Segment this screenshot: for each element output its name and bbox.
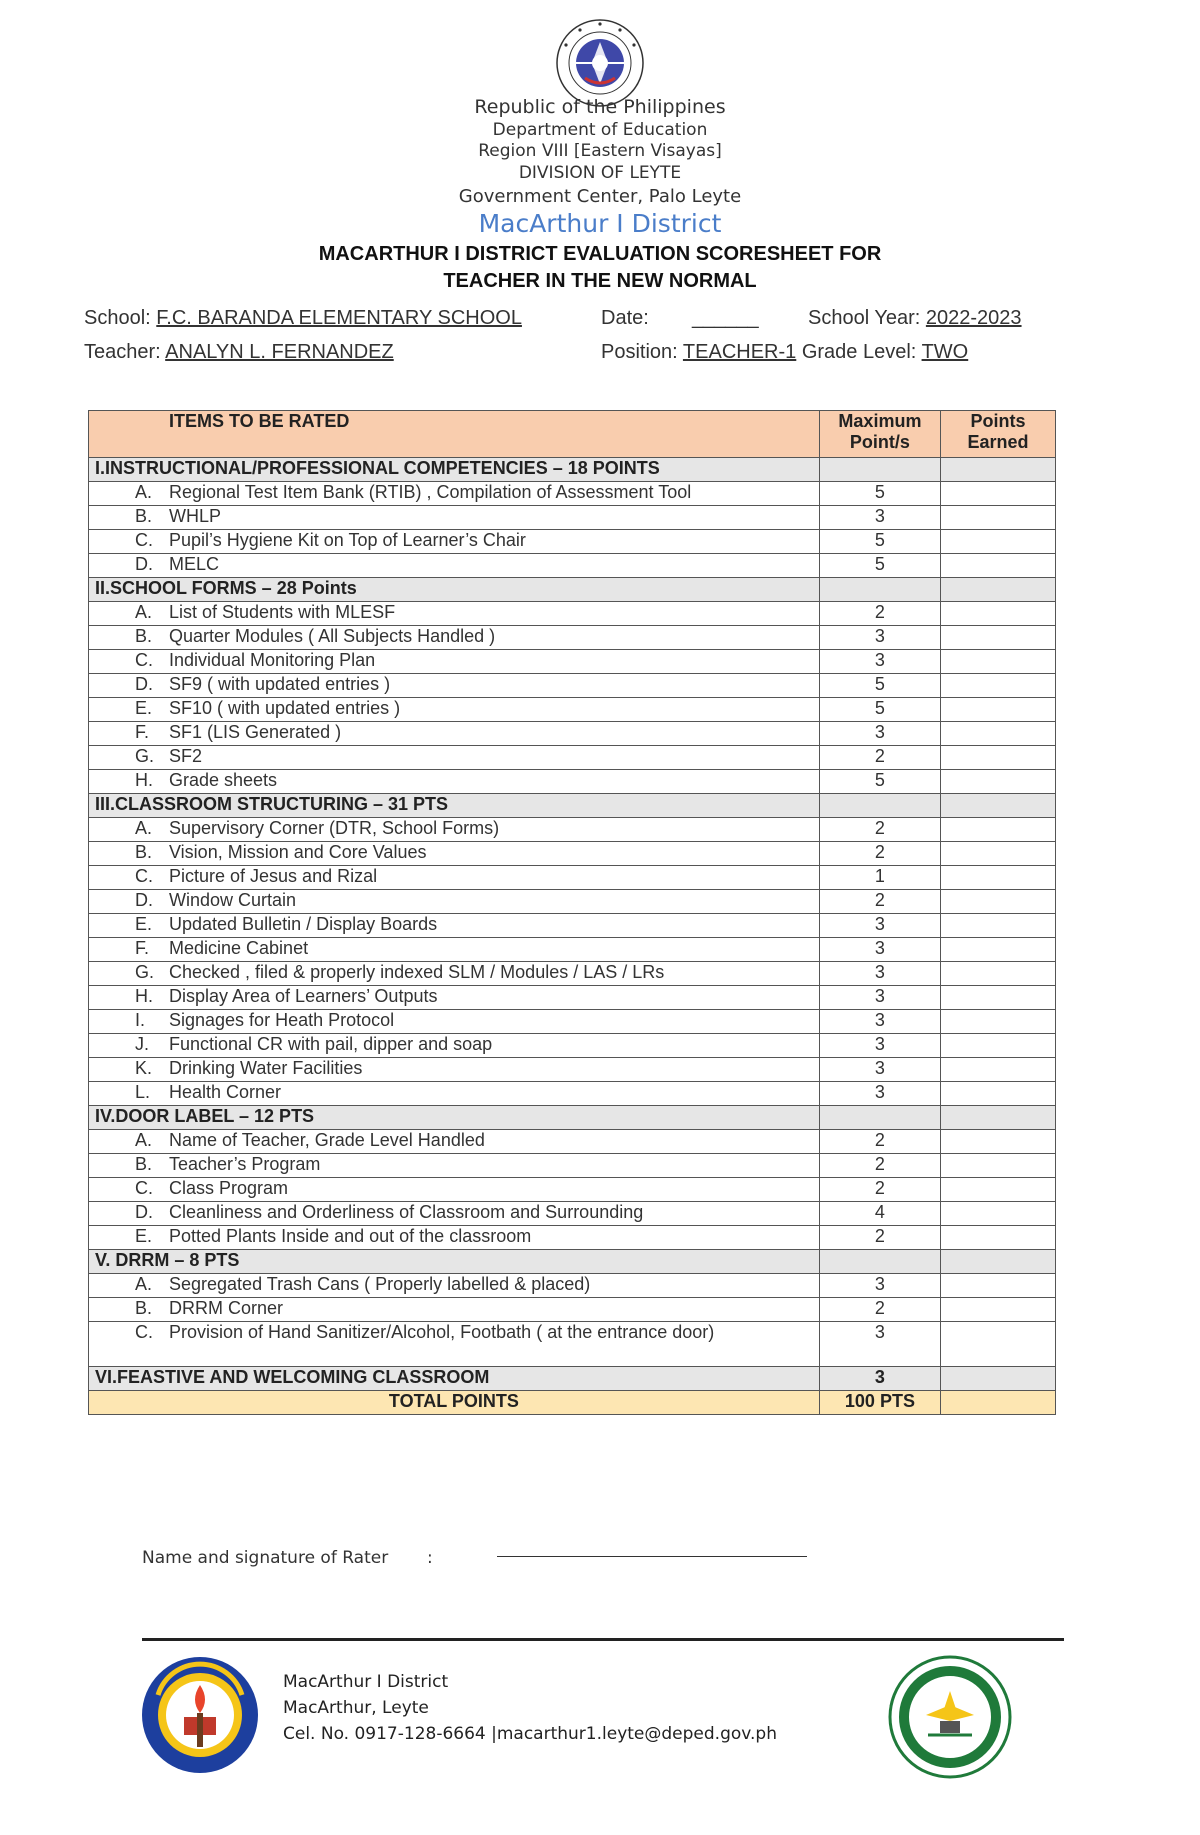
document-title-line1: MACARTHUR I DISTRICT EVALUATION SCORESHEET FOR: [318, 243, 882, 265]
item-text: Display Area of Learners’ Outputs: [169, 986, 438, 1006]
points-earned-cell[interactable]: [941, 458, 1056, 482]
item-text: Quarter Modules ( All Subjects Handled ): [169, 626, 496, 646]
grade-value: TWO: [921, 341, 969, 363]
points-earned-cell[interactable]: [941, 890, 1056, 914]
points-earned-cell[interactable]: [941, 554, 1056, 578]
item-cell: [89, 1274, 820, 1298]
item-cell: [89, 1058, 820, 1082]
position-field: [601, 341, 968, 364]
item-cell: [89, 530, 820, 554]
school-value: F.C. BARANDA ELEMENTARY SCHOOL: [156, 307, 522, 329]
item-cell: [89, 1202, 820, 1226]
item-text: SF9 ( with updated entries ): [169, 674, 391, 694]
item-text: Regional Test Item Bank (RTIB) , Compilation of Assessment Tool: [169, 482, 692, 502]
table-row: [89, 746, 1056, 770]
item-letter: L.: [135, 1082, 151, 1102]
item-letter: B.: [135, 842, 153, 862]
item-cell: [89, 698, 820, 722]
points-earned-cell[interactable]: [941, 914, 1056, 938]
max-points-cell: 3: [819, 1010, 940, 1034]
item-text: Individual Monitoring Plan: [169, 650, 376, 670]
max-points-cell: [819, 458, 940, 482]
total-label: TOTAL POINTS: [89, 1391, 820, 1415]
table-row: [89, 530, 1056, 554]
item-cell: [89, 1034, 820, 1058]
item-cell: [89, 770, 820, 794]
item-text: Pupil’s Hygiene Kit on Top of Learner’s Chair: [169, 530, 526, 550]
item-text: Checked , filed & properly indexed SLM / Modules / LAS / LRs: [169, 962, 665, 982]
table-row: [89, 722, 1056, 746]
position-label: Position:: [601, 341, 678, 363]
item-text: Picture of Jesus and Rizal: [169, 866, 378, 886]
item-letter: E.: [135, 698, 153, 718]
table-row: [89, 962, 1056, 986]
department-heading: Department of Education: [492, 120, 708, 140]
document-title-line2: TEACHER IN THE NEW NORMAL: [443, 270, 757, 292]
item-cell: [89, 938, 820, 962]
item-letter: A.: [135, 1130, 153, 1150]
table-row: [89, 698, 1056, 722]
macarthur-district-logo: [140, 1655, 260, 1775]
max-points-cell: 3: [819, 506, 940, 530]
points-earned-cell[interactable]: [941, 1058, 1056, 1082]
points-earned-cell[interactable]: [941, 794, 1056, 818]
footer-contact: Cel. No. 0917-128-6664 |macarthur1.leyte@deped.gov.ph: [283, 1724, 777, 1744]
item-letter: C.: [135, 650, 153, 670]
section-title: II.SCHOOL FORMS – 28 Points: [89, 578, 820, 602]
points-earned-cell[interactable]: [941, 1274, 1056, 1298]
item-letter: D.: [135, 890, 153, 910]
item-letter: D.: [135, 1202, 153, 1222]
points-earned-cell[interactable]: [941, 818, 1056, 842]
item-cell: [89, 962, 820, 986]
item-cell: [89, 1130, 820, 1154]
max-points-cell: 1: [819, 866, 940, 890]
section-row: [89, 578, 1056, 602]
section-title: III.CLASSROOM STRUCTURING – 31 PTS: [89, 794, 820, 818]
max-points-cell: 2: [819, 1298, 940, 1322]
table-row: [89, 554, 1056, 578]
max-points-cell: 3: [819, 986, 940, 1010]
item-letter: F.: [135, 938, 150, 958]
item-letter: I.: [135, 1010, 146, 1030]
item-letter: C.: [135, 866, 153, 886]
points-earned-cell[interactable]: [941, 698, 1056, 722]
rater-signature-line: [497, 1556, 807, 1557]
item-cell: [89, 626, 820, 650]
table-row: [89, 1034, 1056, 1058]
rater-label: Name and signature of Rater: [142, 1548, 389, 1568]
col-header-earned-line2: Earned: [967, 432, 1029, 452]
total-max-points: 100 PTS: [819, 1391, 940, 1415]
points-earned-cell[interactable]: [941, 866, 1056, 890]
max-points-cell: 2: [819, 890, 940, 914]
points-earned-cell[interactable]: [941, 674, 1056, 698]
table-row: [89, 626, 1056, 650]
item-text: WHLP: [169, 506, 222, 526]
table-row: [89, 1226, 1056, 1250]
item-cell: [89, 554, 820, 578]
table-row: [89, 1322, 1056, 1367]
item-cell: [89, 842, 820, 866]
max-points-cell: 3: [819, 1058, 940, 1082]
footer-address: MacArthur, Leyte: [283, 1698, 429, 1718]
grade-label: Grade Level:: [801, 341, 917, 363]
item-text: DRRM Corner: [169, 1298, 284, 1318]
table-row: [89, 1178, 1056, 1202]
table-row: [89, 1130, 1056, 1154]
points-earned-cell[interactable]: [941, 746, 1056, 770]
item-cell: [89, 1154, 820, 1178]
points-earned-cell[interactable]: [941, 482, 1056, 506]
max-points-cell: 2: [819, 1130, 940, 1154]
table-row: [89, 866, 1056, 890]
item-letter: B.: [135, 1298, 153, 1318]
table-row: [89, 650, 1056, 674]
table-row: [89, 602, 1056, 626]
table-row: [89, 506, 1056, 530]
max-points-cell: 2: [819, 818, 940, 842]
item-text: Supervisory Corner (DTR, School Forms): [169, 818, 500, 838]
item-cell: [89, 1178, 820, 1202]
max-points-cell: 3: [819, 1322, 940, 1367]
section-row: [89, 794, 1056, 818]
item-text: Drinking Water Facilities: [169, 1058, 363, 1078]
col-header-max-line1: Maximum: [838, 411, 922, 431]
item-text: List of Students with MLESF: [169, 602, 396, 622]
max-points-cell: 3: [819, 1082, 940, 1106]
col-header-earned: [941, 411, 1056, 458]
item-letter: H.: [135, 986, 153, 1006]
section-row: [89, 458, 1056, 482]
table-row: [89, 986, 1056, 1010]
item-letter: B.: [135, 506, 153, 526]
section-row: [89, 1106, 1056, 1130]
table-row: [89, 842, 1056, 866]
school-year-label: School Year:: [808, 307, 921, 329]
max-points-cell: 3: [819, 1274, 940, 1298]
division-heading: DIVISION OF LEYTE: [518, 163, 682, 183]
table-row: [89, 1202, 1056, 1226]
item-letter: G.: [135, 746, 155, 766]
max-points-cell: 3: [819, 626, 940, 650]
table-row: [89, 818, 1056, 842]
col-header-max: [819, 411, 940, 458]
table-row: [89, 770, 1056, 794]
points-earned-cell[interactable]: [941, 1130, 1056, 1154]
government-center-heading: Government Center, Palo Leyte: [458, 186, 742, 207]
max-points-cell: 5: [819, 674, 940, 698]
date-field: [601, 307, 759, 330]
teacher-field: [84, 341, 394, 364]
position-value: TEACHER-1: [682, 341, 797, 363]
item-letter: D.: [135, 674, 153, 694]
section-row: [89, 1250, 1056, 1274]
table-row: [89, 482, 1056, 506]
item-letter: B.: [135, 1154, 153, 1174]
table-row: [89, 1298, 1056, 1322]
item-cell: [89, 674, 820, 698]
col-header-earned-line1: Points: [970, 411, 1026, 431]
col-header-max-line2: Point/s: [849, 432, 910, 452]
points-earned-cell[interactable]: [941, 1082, 1056, 1106]
points-earned-cell[interactable]: [941, 1250, 1056, 1274]
points-earned-cell[interactable]: [941, 1322, 1056, 1367]
max-points-cell: 3: [819, 650, 940, 674]
item-letter: A.: [135, 818, 153, 838]
points-earned-cell[interactable]: [941, 506, 1056, 530]
points-earned-cell[interactable]: [941, 962, 1056, 986]
region-heading: Region VIII [Eastern Visayas]: [478, 141, 722, 161]
table-row: [89, 914, 1056, 938]
points-earned-cell[interactable]: [941, 938, 1056, 962]
item-text: Grade sheets: [169, 770, 278, 790]
section-title: V. DRRM – 8 PTS: [89, 1250, 820, 1274]
item-cell: [89, 914, 820, 938]
col-header-items: ITEMS TO BE RATED: [89, 411, 820, 458]
school-field: [84, 307, 522, 330]
item-letter: B.: [135, 626, 153, 646]
max-points-cell: 5: [819, 554, 940, 578]
table-row: [89, 938, 1056, 962]
points-earned-cell[interactable]: [941, 1034, 1056, 1058]
table-row: [89, 1274, 1056, 1298]
section-title: IV.DOOR LABEL – 12 PTS: [89, 1106, 820, 1130]
rater-colon: :: [427, 1548, 433, 1568]
item-text: SF2: [169, 746, 203, 766]
max-points-cell: 5: [819, 530, 940, 554]
item-letter: D.: [135, 554, 153, 574]
date-value: ______: [691, 307, 759, 329]
item-cell: [89, 1082, 820, 1106]
points-earned-cell[interactable]: [941, 770, 1056, 794]
item-cell: [89, 722, 820, 746]
item-text: Signages for Heath Protocol: [169, 1010, 395, 1030]
item-text: SF10 ( with updated entries ): [169, 698, 401, 718]
item-cell: [89, 1322, 820, 1367]
max-points-cell: 5: [819, 698, 940, 722]
item-text: Segregated Trash Cans ( Properly labelled & placed): [169, 1274, 591, 1294]
rater-field: [142, 1548, 433, 1568]
item-cell: [89, 1010, 820, 1034]
points-earned-cell[interactable]: [941, 1391, 1056, 1415]
item-letter: G.: [135, 962, 155, 982]
item-text: MELC: [169, 554, 220, 574]
points-earned-cell[interactable]: [941, 626, 1056, 650]
max-points-cell: [819, 1106, 940, 1130]
total-row: [89, 1391, 1056, 1415]
max-points-cell: 2: [819, 746, 940, 770]
item-letter: H.: [135, 770, 153, 790]
points-earned-cell[interactable]: [941, 1298, 1056, 1322]
item-text: Functional CR with pail, dipper and soap: [169, 1034, 493, 1054]
schools-division-of-leyte-logo: [888, 1655, 1013, 1780]
item-letter: E.: [135, 914, 153, 934]
republic-heading: Republic of the Philippines: [474, 96, 726, 118]
item-text: Class Program: [169, 1178, 289, 1198]
table-row: [89, 1010, 1056, 1034]
max-points-cell: 3: [819, 914, 940, 938]
deped-seal-logo: [555, 18, 645, 108]
max-points-cell: 2: [819, 1226, 940, 1250]
school-year-field: [808, 307, 1022, 330]
item-letter: A.: [135, 602, 153, 622]
max-points-cell: 3: [819, 722, 940, 746]
item-text: Medicine Cabinet: [169, 938, 309, 958]
district-heading: MacArthur I District: [478, 209, 722, 238]
item-text: Updated Bulletin / Display Boards: [169, 914, 438, 934]
max-points-cell: 3: [819, 1034, 940, 1058]
points-earned-cell[interactable]: [941, 530, 1056, 554]
points-earned-cell[interactable]: [941, 1202, 1056, 1226]
item-text: Window Curtain: [169, 890, 297, 910]
item-letter: F.: [135, 722, 150, 742]
item-letter: E.: [135, 1226, 153, 1246]
item-letter: K.: [135, 1058, 153, 1078]
points-earned-cell[interactable]: [941, 1367, 1056, 1391]
max-points-cell: [819, 1250, 940, 1274]
item-letter: C.: [135, 530, 153, 550]
teacher-label: Teacher:: [84, 341, 161, 363]
max-points-cell: 2: [819, 1154, 940, 1178]
footer-divider: [142, 1638, 1064, 1641]
table-row: [89, 1082, 1056, 1106]
item-cell: [89, 1298, 820, 1322]
item-letter: A.: [135, 1274, 153, 1294]
item-cell: [89, 482, 820, 506]
school-year-value: 2022-2023: [925, 307, 1022, 329]
points-earned-cell[interactable]: [941, 1010, 1056, 1034]
max-points-cell: 2: [819, 842, 940, 866]
item-letter: J.: [135, 1034, 150, 1054]
max-points-cell: 3: [819, 938, 940, 962]
item-cell: [89, 818, 820, 842]
points-earned-cell[interactable]: [941, 602, 1056, 626]
footer-district: MacArthur I District: [283, 1672, 449, 1692]
max-points-cell: 3: [819, 1367, 940, 1391]
item-cell: [89, 890, 820, 914]
item-letter: C.: [135, 1178, 153, 1198]
max-points-cell: 5: [819, 482, 940, 506]
max-points-cell: 2: [819, 1178, 940, 1202]
item-text: SF1 (LIS Generated ): [169, 722, 342, 742]
max-points-cell: [819, 578, 940, 602]
item-text: Name of Teacher, Grade Level Handled: [169, 1130, 485, 1150]
item-cell: [89, 866, 820, 890]
points-earned-cell[interactable]: [941, 1178, 1056, 1202]
item-text: Vision, Mission and Core Values: [169, 842, 427, 862]
max-points-cell: 2: [819, 602, 940, 626]
item-letter: A.: [135, 482, 153, 502]
points-earned-cell[interactable]: [941, 650, 1056, 674]
item-cell: [89, 746, 820, 770]
points-earned-cell[interactable]: [941, 986, 1056, 1010]
max-points-cell: [819, 794, 940, 818]
table-row: [89, 1058, 1056, 1082]
item-text: Health Corner: [169, 1082, 282, 1102]
points-earned-cell[interactable]: [941, 1106, 1056, 1130]
item-text: Cleanliness and Orderliness of Classroom and Surrounding: [169, 1202, 644, 1222]
table-row: [89, 1154, 1056, 1178]
points-earned-cell[interactable]: [941, 722, 1056, 746]
table-row: [89, 890, 1056, 914]
item-text: Potted Plants Inside and out of the classroom: [169, 1226, 532, 1246]
points-earned-cell[interactable]: [941, 1154, 1056, 1178]
table-header-row: [89, 411, 1056, 458]
section-title: I.INSTRUCTIONAL/PROFESSIONAL COMPETENCIES – 18 POINTS: [89, 458, 820, 482]
max-points-cell: 4: [819, 1202, 940, 1226]
item-text: Teacher’s Program: [169, 1154, 321, 1174]
item-cell: [89, 602, 820, 626]
table-row: [89, 674, 1056, 698]
points-earned-cell[interactable]: [941, 578, 1056, 602]
item-cell: [89, 1226, 820, 1250]
item-cell: [89, 506, 820, 530]
points-earned-cell[interactable]: [941, 1226, 1056, 1250]
max-points-cell: 5: [819, 770, 940, 794]
max-points-cell: 3: [819, 962, 940, 986]
item-letter: C.: [135, 1322, 153, 1342]
date-label: Date:: [601, 307, 649, 329]
item-text: Provision of Hand Sanitizer/Alcohol, Footbath ( at the entrance door): [169, 1322, 715, 1342]
item-cell: [89, 650, 820, 674]
evaluation-table: [88, 410, 1056, 1415]
section-row: [89, 1367, 1056, 1391]
points-earned-cell[interactable]: [941, 842, 1056, 866]
school-label: School:: [84, 307, 151, 329]
item-cell: [89, 986, 820, 1010]
teacher-value: ANALYN L. FERNANDEZ: [165, 341, 394, 363]
section-title: VI.FEASTIVE AND WELCOMING CLASSROOM: [89, 1367, 820, 1391]
